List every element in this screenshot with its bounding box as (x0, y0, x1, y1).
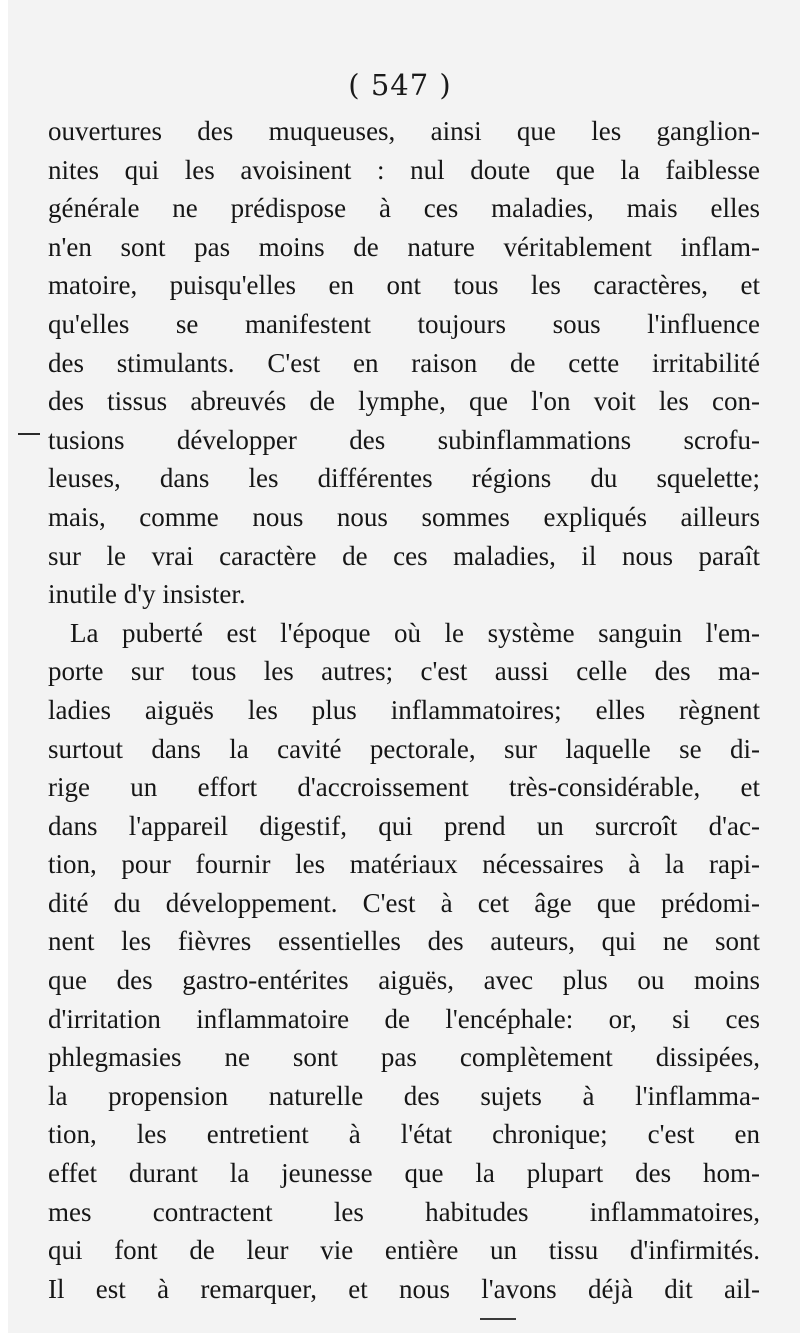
text-line: rige un effort d'accroissement très-considérable, et (48, 772, 760, 803)
text-line: nites qui les avoisinent : nul doute que la faiblesse (48, 154, 760, 185)
text-line: d'irritation inflammatoire de l'encéphale: or, si ces (48, 1003, 760, 1034)
text-line: générale ne prédispose à ces maladies, mais elles (48, 193, 760, 224)
text-line: porte sur tous les autres; c'est aussi celle des ma- (48, 656, 760, 687)
text-line: ouvertures des muqueuses, ainsi que les ganglion- (48, 116, 760, 146)
page-edge (0, 0, 8, 1333)
text-line: dité du développement. C'est à cet âge que prédomi- (48, 887, 760, 918)
text-line: inutile d'y insister. (48, 579, 246, 610)
page-number: ( 547 ) (348, 68, 452, 102)
margin-dash (18, 433, 40, 435)
text-line: n'en sont pas moins de nature véritablement inflam- (48, 231, 760, 262)
text-line: que des gastro-entérites aiguës, avec plus ou moins (48, 965, 760, 996)
text-line: matoire, puisqu'elles en ont tous les caractères, et (48, 270, 760, 301)
text-line: sur le vrai caractère de ces maladies, il nous paraît (48, 540, 760, 571)
text-line: effet durant la jeunesse que la plupart des hom- (48, 1158, 760, 1189)
text-line: tion, les entretient à l'état chronique; c'est en (48, 1119, 760, 1150)
text-line: La puberté est l'époque où le système sanguin l'em- (70, 617, 760, 648)
text-line: Il est à remarquer, et nous l'avons déjà dit ail- (48, 1273, 760, 1304)
footer-rule (480, 1318, 516, 1320)
text-line: phlegmasies ne sont pas complètement dissipées, (48, 1042, 760, 1073)
text-line: mais, comme nous nous sommes expliqués ailleurs (48, 501, 760, 532)
text-line: leuses, dans les différentes régions du squelette; (48, 463, 760, 494)
text-line: tusions développer des subinflammations scrofu- (48, 424, 760, 455)
page-body (48, 112, 760, 1308)
text-line: surtout dans la cavité pectorale, sur laquelle se di- (48, 733, 760, 764)
text-line: la propension naturelle des sujets à l'inflamma- (48, 1080, 760, 1111)
text-line: qu'elles se manifestent toujours sous l'influence (48, 308, 760, 339)
text-line: tion, pour fournir les matériaux nécessaires à la rapi- (48, 849, 760, 880)
text-line: mes contractent les habitudes inflammatoires, (48, 1196, 760, 1227)
text-line: dans l'appareil digestif, qui prend un surcroît d'ac- (48, 810, 760, 841)
text-line: ladies aiguës les plus inflammatoires; elles règnent (48, 694, 760, 725)
text-line: des tissus abreuvés de lymphe, que l'on voit les con- (48, 386, 760, 417)
text-line: des stimulants. C'est en raison de cette irritabilité (48, 347, 760, 378)
text-line: nent les fièvres essentielles des auteurs, qui ne sont (48, 926, 760, 957)
text-line: qui font de leur vie entière un tissu d'infirmités. (48, 1235, 760, 1266)
